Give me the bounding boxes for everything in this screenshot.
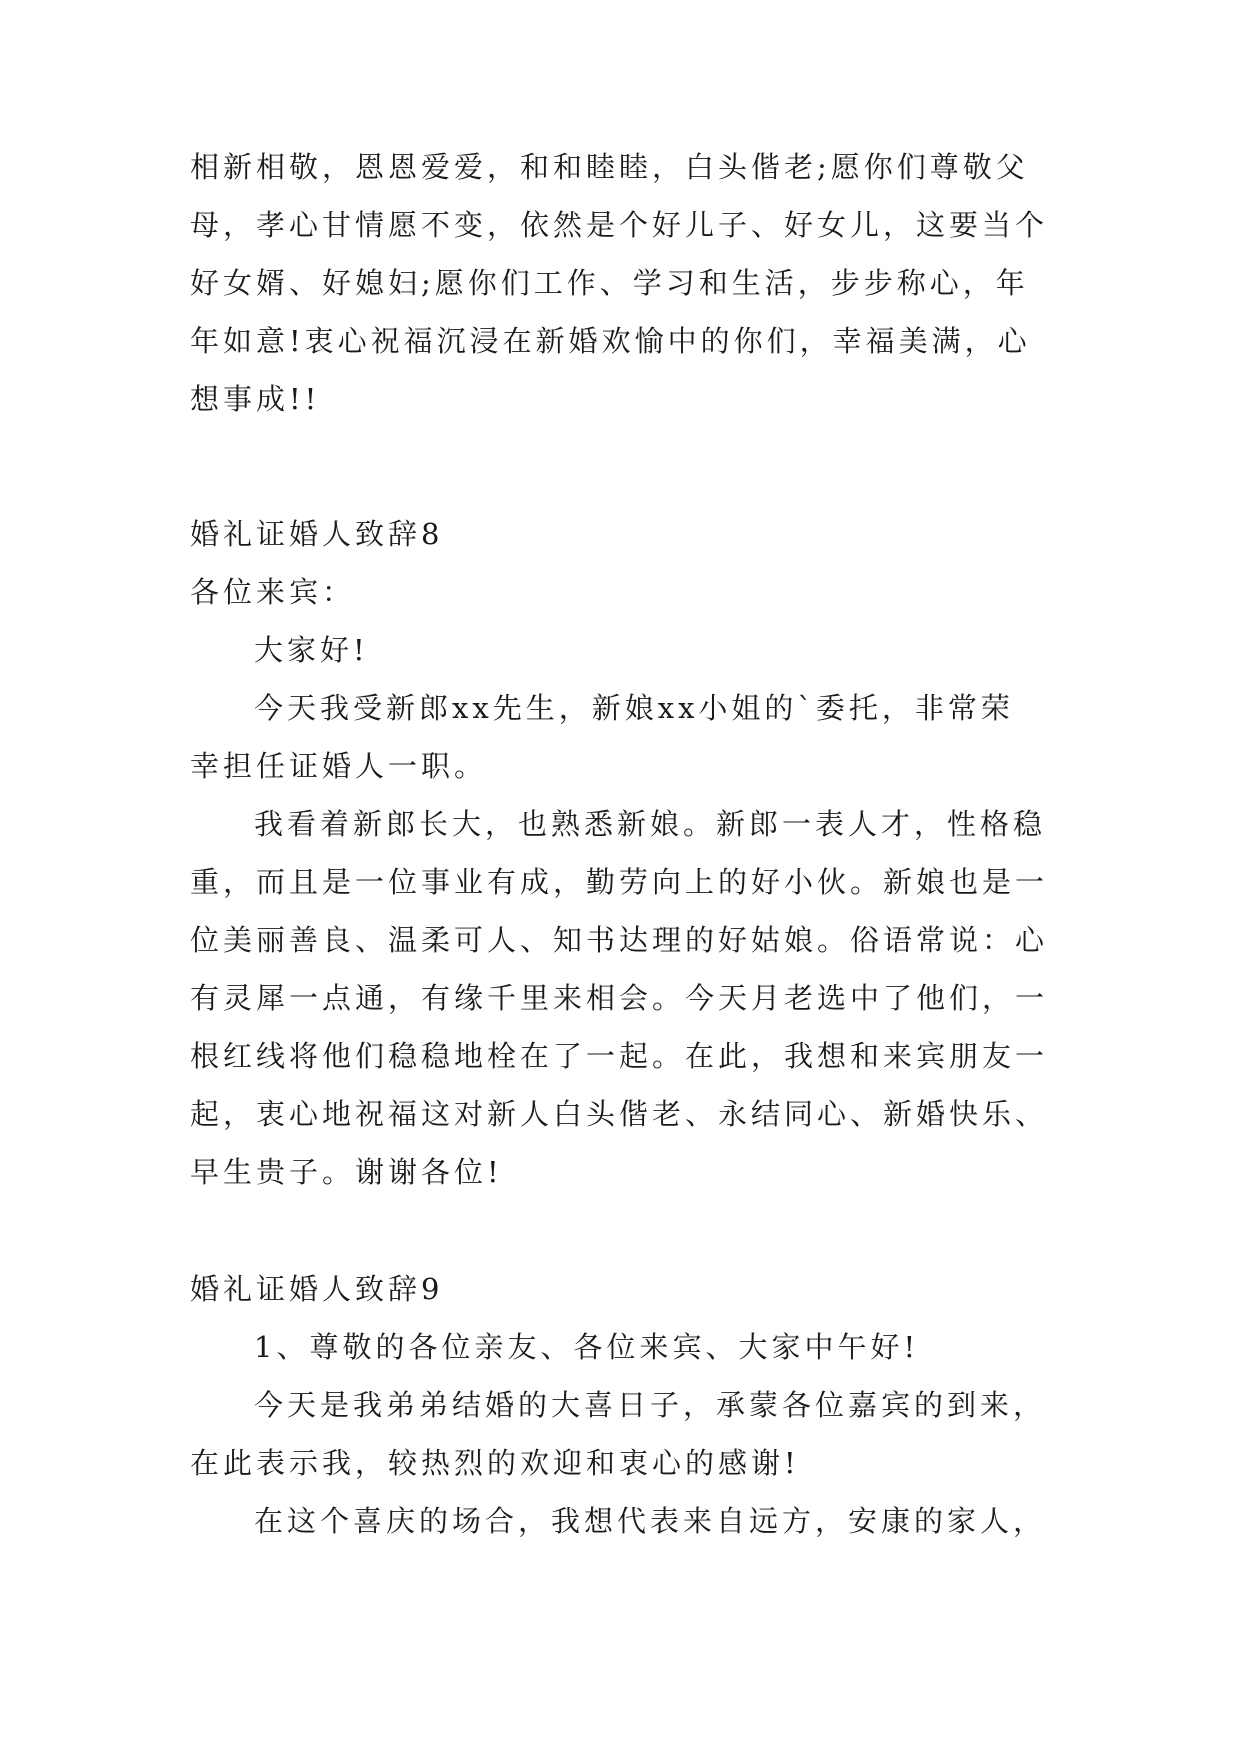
- paragraph-line: 相新相敬，恩恩爱爱，和和睦睦，白头偕老;愿你们尊敬父: [190, 150, 1029, 184]
- section8: [190, 505, 1070, 1201]
- paragraph-line: 今天我受新郎xx先生，新娘xx小姐的`委托，非常荣: [254, 691, 1014, 725]
- list-item: 1、尊敬的各位亲友、各位来宾、大家中午好!: [254, 1330, 920, 1364]
- section9: [190, 1260, 1070, 1550]
- paragraph-line: 母，孝心甘情愿不变，依然是个好儿子、好女儿，这要当个: [190, 208, 1049, 242]
- paragraph-line: 在此表示我，较热烈的欢迎和衷心的感谢!: [190, 1446, 800, 1480]
- paragraph-line: 好女婿、好媳妇;愿你们工作、学习和生活，步步称心，年: [190, 266, 1029, 300]
- paragraph-line: 幸担任证婚人一职。: [190, 749, 488, 783]
- salutation: 各位来宾：: [190, 575, 356, 609]
- section-title: 婚礼证婚人致辞9: [190, 1272, 444, 1306]
- section7-tail: [190, 138, 1070, 428]
- paragraph-line: 年如意!衷心祝福沉浸在新婚欢愉中的你们，幸福美满，心: [190, 324, 1031, 358]
- paragraph-line: 位美丽善良、温柔可人、知书达理的好姑娘。俗语常说：心: [190, 923, 1049, 957]
- paragraph-line: 今天是我弟弟结婚的大喜日子，承蒙各位嘉宾的到来，: [254, 1388, 1047, 1422]
- paragraph-line: 根红线将他们稳稳地栓在了一起。在此，我想和来宾朋友一: [190, 1039, 1049, 1073]
- paragraph-line: 在这个喜庆的场合，我想代表来自远方，安康的家人，: [254, 1504, 1047, 1538]
- paragraph-line: 我看着新郎长大，也熟悉新娘。新郎一表人才，性格稳: [254, 807, 1047, 841]
- section-title: 婚礼证婚人致辞8: [190, 517, 444, 551]
- paragraph-line: 重，而且是一位事业有成，勤劳向上的好小伙。新娘也是一: [190, 865, 1049, 899]
- paragraph-line: 想事成!!: [190, 382, 321, 416]
- paragraph-line: 起，衷心地祝福这对新人白头偕老、永结同心、新婚快乐、: [190, 1097, 1049, 1131]
- greeting: 大家好!: [254, 633, 369, 667]
- paragraph-line: 早生贵子。谢谢各位!: [190, 1155, 503, 1189]
- paragraph-line: 有灵犀一点通，有缘千里来相会。今天月老选中了他们，一: [190, 981, 1049, 1015]
